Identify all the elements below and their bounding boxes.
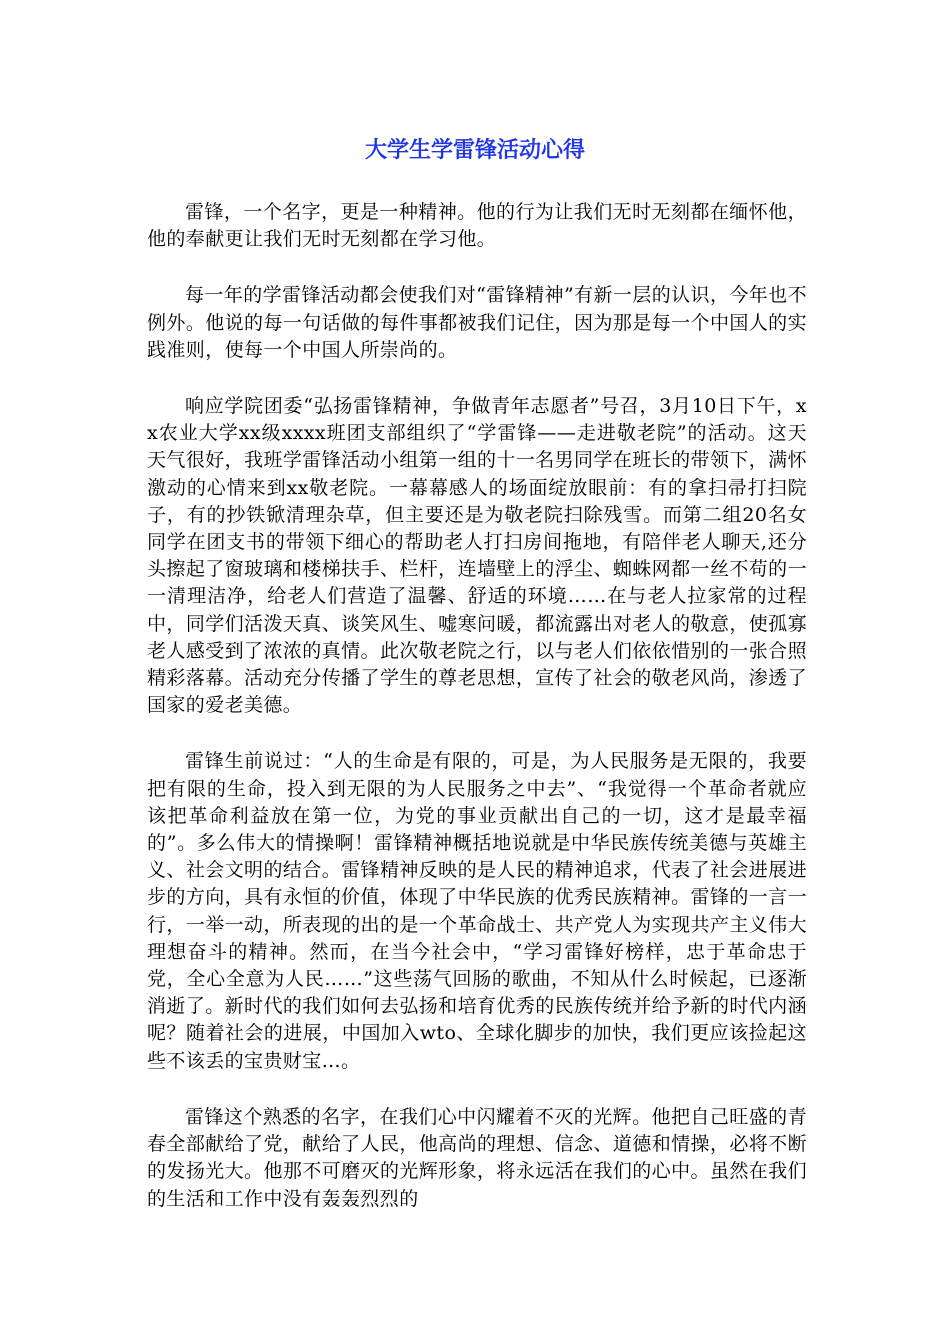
- document-title: 大学生学雷锋活动心得: [364, 138, 585, 163]
- document-body: [147, 199, 807, 1242]
- paragraph-3: 响应学院团委“弘扬雷锋精神，争做青年志愿者”号召，3月10日下午，xx农业大学xx级xxxx班团支部组织了“学雷锋——走进敬老院”的活动。这天天气很好，我班学雷锋活动小组第一组的十一名男同学在班长的带领下，满怀激动的心情来到xx敬老院。一幕幕感人的场面绽放眼前：有的拿扫帚打扫院子，有的抄铁锨清理杂草，但主要还是为敬老院扫除残雪。而第二组20名女同学在团支书的带领下细心的帮助老人打扫房间拖地，有陪伴老人聊天,还分头擦起了窗玻璃和楼梯扶手、栏杆，连墙壁上的浮尘、蜘蛛网都一丝不苟的一一清理洁净，给老人们营造了温馨、舒适的环境……在与老人拉家常的过程中，同学们活泼天真、谈笑风生、嘘寒问暖，都流露出对老人的敬意，使孤寡老人感受到了浓浓的真情。此次敬老院之行，以与老人们依依惜别的一张合照精彩落幕。活动充分传播了学生的尊老思想，宣传了社会的敬老风尚，渗透了国家的爱老美德。: [147, 395, 807, 717]
- paragraph-4: 雷锋生前说过：“人的生命是有限的，可是，为人民服务是无限的，我要把有限的生命，投入到无限的为人民服务之中去”、“我觉得一个革命者就应该把革命利益放在第一位，为党的事业贡献出自己的一切，这才是最幸福的”。多么伟大的情操啊！雷锋精神概括地说就是中华民族传统美德与英雄主义、社会文明的结合。雷锋精神反映的是人民的精神追求，代表了社会进展进步的方向，具有永恒的价值，体现了中华民族的优秀民族精神。雷锋的一言一行，一举一动，所表现的出的是一个革命战士、共产党人为实现共产主义伟大理想奋斗的精神。然而，在当今社会中，“学习雷锋好榜样，忠于革命忠于党，全心全意为人民……”这些荡气回肠的歌曲，不知从什么时候起，已逐渐消逝了。新时代的我们如何去弘扬和培育优秀的民族传统并给予新的时代内涵呢？随着社会的进展，中国加入wto、全球化脚步的加快，我们更应该捡起这些不该丢的宝贵财宝…。: [147, 750, 807, 1072]
- paragraph-2: 每一年的学雷锋活动都会使我们对“雷锋精神”有新一层的认识，今年也不例外。他说的每一句话做的每件事都被我们记住，因为那是每一个中国人的实践准则，使每一个中国人所崇尚的。: [147, 284, 807, 361]
- paragraph-5: 雷锋这个熟悉的名字，在我们心中闪耀着不灭的光辉。他把自己旺盛的青春全部献给了党，献给了人民，他高尚的理想、信念、道德和情操，必将不断的发扬光大。他那不可磨灭的光辉形象，将永远活在我们的心中。虽然在我们的生活和工作中没有轰轰烈烈的: [147, 1105, 807, 1210]
- paragraph-1: 雷锋，一个名字，更是一种精神。他的行为让我们无时无刻都在缅怀他，他的奉献更让我们无时无刻都在学习他。: [147, 201, 807, 251]
